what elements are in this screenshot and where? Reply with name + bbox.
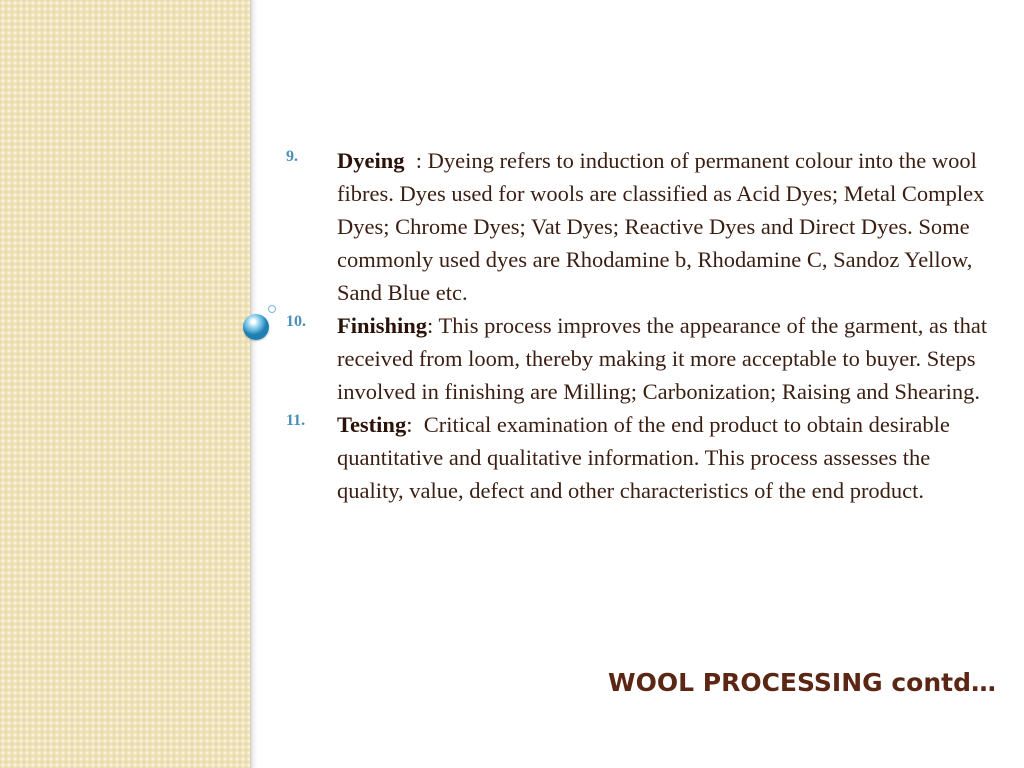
term-finishing: Finishing — [337, 313, 428, 338]
list-item-text — [337, 408, 996, 507]
list-item-testing — [286, 408, 996, 507]
decorative-side-panel — [0, 0, 250, 768]
term-separator: : — [427, 313, 439, 338]
term-separator: : — [406, 412, 424, 437]
list-number: 9. — [286, 148, 298, 165]
item-description: Dyeing refers to induction of permanent colour into the wool fibres. Dyes used for wools are classified as Acid Dyes; Metal Complex Dyes; Chrome Dyes; Vat Dyes; Reactive Dyes and Direct Dyes. Some commonly used dyes are Rhodamine b, Rhodamine C, Sandoz Yellow, Sand Blue etc. — [337, 148, 985, 305]
panel-divider — [250, 0, 258, 768]
list-number: 10. — [286, 313, 306, 330]
item-description: This process improves the appearance of the garment, as that received from loom, thereby making it more acceptable to buyer. Steps involved in finishing are Milling; Carbonization; Raising and Shearing. — [337, 313, 988, 404]
list-item-text — [337, 309, 996, 408]
term-testing: Testing — [337, 412, 407, 437]
slide-title: WOOL PROCESSING contd… — [608, 668, 996, 697]
term-dyeing: Dyeing — [337, 148, 405, 173]
numbered-list — [286, 144, 996, 507]
list-item-dyeing — [286, 144, 996, 309]
list-item-text — [337, 144, 996, 309]
small-ring-icon — [268, 305, 276, 313]
blue-orb-icon — [243, 314, 269, 340]
list-number: 11. — [286, 412, 306, 429]
item-description: Critical examination of the end product to obtain desirable quantitative and qualitative information. This process assesses the quality, value, defect and other characteristics of the end product. — [337, 412, 950, 503]
list-item-finishing — [286, 309, 996, 408]
term-separator: : — [404, 148, 428, 173]
